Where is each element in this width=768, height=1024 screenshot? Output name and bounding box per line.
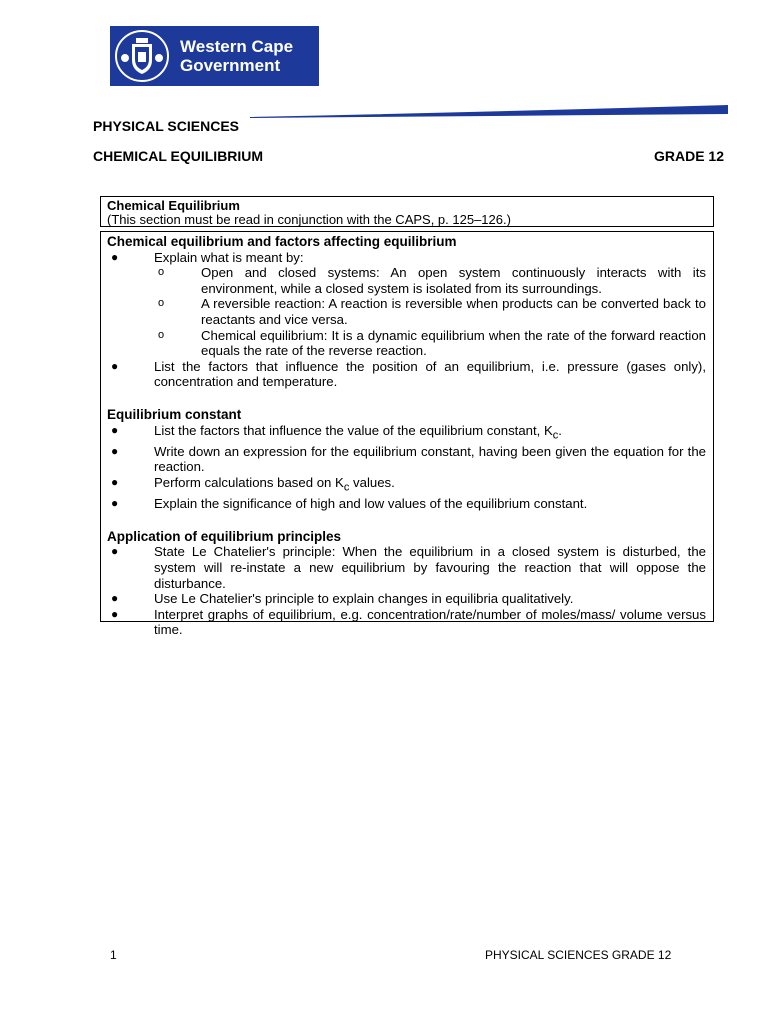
sub-list-item-text: A reversible reaction: A reaction is reversible when products can be converted back to reactants and vice versa. [201,296,706,327]
coat-of-arms-icon [114,28,170,84]
list-item [107,250,706,266]
bullet-icon: ● [111,496,119,511]
document-subject: PHYSICAL SCIENCES [93,118,239,134]
list-item [107,444,706,475]
document-topic: CHEMICAL EQUILIBRIUM [93,148,264,164]
western-cape-government-logo [110,26,319,86]
document-grade: GRADE 12 [653,148,724,164]
logo-line-1: Western Cape [180,37,294,56]
list-item-text: Perform calculations based on $K_c$ values. [154,474,395,494]
bullet-icon: ● [111,422,119,437]
sub-list-item [107,296,706,327]
intro-note: (This section must be read in conjunction with the CAPS, p. 125–126.) [107,212,511,227]
list-item-text: Use Le Chatelier's principle to explain changes in equilibria qualitatively. [154,591,574,607]
list-item [107,475,706,496]
list-item-text: List the factors that influence the position of an equilibrium, i.e. pressure (gases only), concentration and temperature. [154,358,706,390]
bullet-icon: ● [111,606,119,621]
list-item [107,423,706,444]
logo-line-2: Government [180,56,281,75]
sub-list-item-text: Open and closed systems: An open system continuously interacts with its environment, while a closed system is isolated from its surroundings. [201,265,706,296]
bullet-icon: ● [111,474,119,489]
page-number: 1 [110,948,117,962]
list-item-text: State Le Chatelier's principle: When the equilibrium in a closed system is disturbed, the system will re-instate a new equilibrium by favouring the reaction that will oppose the disturbance. [154,544,706,591]
list-item-text: Interpret graphs of equilibrium, e.g. concentration/rate/number of moles/mass/ volume versus time. [154,606,706,638]
sub-list-item-text: Chemical equilibrium: It is a dynamic equilibrium when the rate of the forward reaction equals the rate of the reverse reaction. [201,327,706,359]
circle-bullet-icon: o [158,297,165,310]
bullet-icon: ● [111,358,119,373]
list-item-text: Explain the significance of high and low values of the equilibrium constant. [154,496,588,512]
list-item-text: List the factors that influence the value of the equilibrium constant, $K_c$. [154,422,562,442]
list-item-text: Explain what is meant by: [154,249,304,265]
footer-label: PHYSICAL SCIENCES GRADE 12 [485,948,672,962]
sub-list-item [107,265,706,296]
bullet-icon: ● [111,249,119,264]
bullet-icon: ● [111,591,119,606]
intro-title: Chemical Equilibrium [107,198,240,213]
intro-box [100,196,714,227]
list-item [107,591,706,607]
bullet-icon: ● [111,544,119,559]
list-item [107,496,706,512]
content-box [100,231,714,638]
list-item-text: Write down an expression for the equilibrium constant, having been given the equation for the reaction. [154,443,706,475]
list-item [107,607,706,638]
bullet-icon: ● [111,443,119,458]
list-item [107,544,706,591]
section-title: Chemical equilibrium and factors affecting equilibrium [107,234,457,249]
sub-list-item [107,328,706,359]
blue-swoosh-divider [250,100,728,118]
section-title: Equilibrium constant [107,406,242,422]
list-item [107,359,706,390]
circle-bullet-icon: o [158,266,165,279]
section-title: Application of equilibrium principles [107,528,342,544]
circle-bullet-icon: o [158,328,165,341]
